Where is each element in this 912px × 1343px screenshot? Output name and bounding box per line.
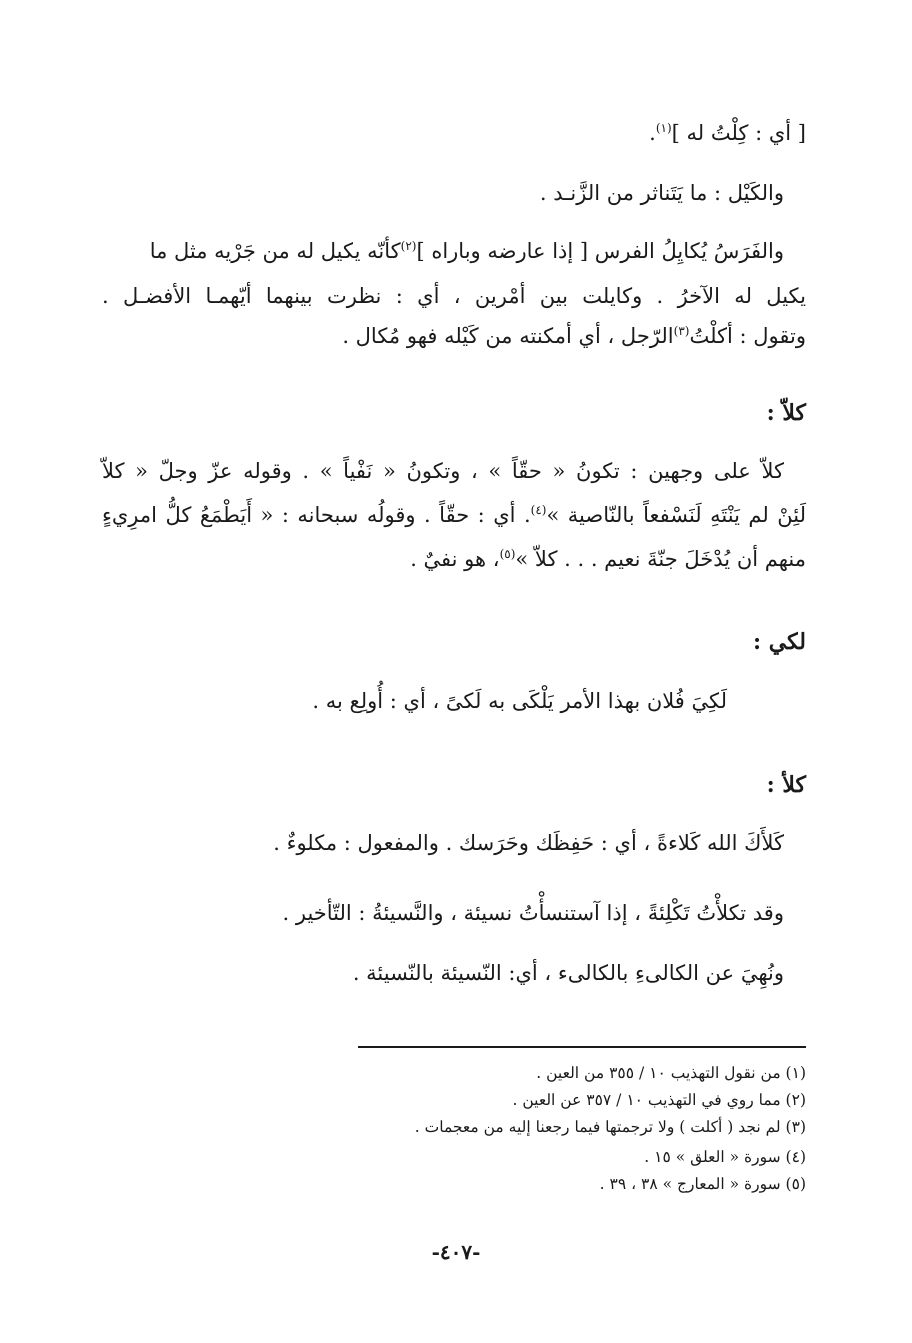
entry-line bbox=[649, 118, 806, 148]
text: ، هو نفيٌ . bbox=[410, 547, 500, 571]
footnote: (٢) مما روي في التهذيب ١٠ / ٣٥٧ عن العين . bbox=[512, 1091, 806, 1109]
section-heading: كلاّ : bbox=[766, 400, 806, 426]
entry-line: لَكِيَ فُلان بهذا الأمر يَلْكَى به لَكىً ، أي : أُولِع به . bbox=[312, 689, 727, 713]
text: والفَرَسُ يُكايِلُ الفرس [ إذا عارضه وباراه ] bbox=[416, 239, 784, 263]
entry-line bbox=[150, 236, 784, 266]
text: وتقول : أكلْتُ bbox=[689, 324, 806, 348]
footnote: (١) من نقول التهذيب ١٠ / ٣٥٥ من العين . bbox=[536, 1064, 806, 1082]
footnote: (٤) سورة « العلق » ١٥ . bbox=[644, 1148, 806, 1166]
footnote: (٥) سورة « المعارج » ٣٨ ، ٣٩ . bbox=[599, 1175, 806, 1193]
section-heading: كلأ : bbox=[766, 772, 806, 798]
entry-line: كَلأَكَ الله كَلاءةً ، أي : حَفِظَك وحَرَسك . والمفعول : مكلوءٌ . bbox=[273, 831, 784, 855]
text: . bbox=[649, 121, 656, 145]
footnote-ref[interactable]: (٢) bbox=[400, 239, 417, 253]
entry-line: كلاّ على وجهين : تكونُ « حقّاً » ، وتكونُ « نَفْياً » . وقوله عزّ وجلّ « كلاّ bbox=[102, 459, 784, 483]
text: لَئِنْ لم يَنْتَهِ لَنَسْفعاً بالنّاصية » bbox=[546, 503, 806, 527]
entry-line: يكيل له الآخرُ . وكايلت بين أمْرين ، أي : نظرت بينهما أيّهمـا الأفضـل . bbox=[102, 284, 806, 308]
section-heading: لكي : bbox=[753, 629, 806, 655]
text: منهم أن يُدْخَلَ جنّةَ نعيم . . . كلاّ » bbox=[515, 547, 806, 571]
footnote: (٣) لم نجد ( أكلت ) ولا ترجمتها فيما رجعنا إليه من معجمات . bbox=[414, 1118, 806, 1136]
page-number: -٤٠٧- bbox=[431, 1240, 481, 1264]
footnote-ref[interactable]: (٤) bbox=[530, 503, 547, 517]
entry-line bbox=[410, 544, 806, 574]
entry-line: وقد تكلأْتُ تَكْلِئةً ، إذا آستنسأْتُ نسيئة ، والنَّسيئةُ : التّأخير . bbox=[282, 901, 784, 925]
entry-line bbox=[102, 500, 806, 530]
footnote-ref[interactable]: (١) bbox=[655, 121, 672, 135]
text: كأنّه يكيل له من جَرْيه مثل ما bbox=[149, 239, 401, 263]
footnote-divider bbox=[358, 1046, 806, 1048]
entry-line: والكَيْل : ما يَتَناثر من الزَّنـد . bbox=[539, 181, 784, 205]
text: . أي : حقّاً . وقولُه سبحانه : « أَيَطْمَعُ كلُّ امرِيءٍ bbox=[102, 503, 531, 527]
text: [ أي : كِلْتُ له ] bbox=[671, 121, 806, 145]
entry-line bbox=[342, 321, 806, 351]
footnote-ref[interactable]: (٣) bbox=[673, 324, 690, 338]
text: الرّجل ، أي أمكنته من كَيْله فهو مُكال . bbox=[342, 324, 674, 348]
entry-line: ونُهِيَ عن الكالىءِ بالكالىء ، أي: النّسيئة بالنّسيئة . bbox=[352, 961, 784, 985]
footnote-ref[interactable]: (٥) bbox=[499, 547, 516, 561]
